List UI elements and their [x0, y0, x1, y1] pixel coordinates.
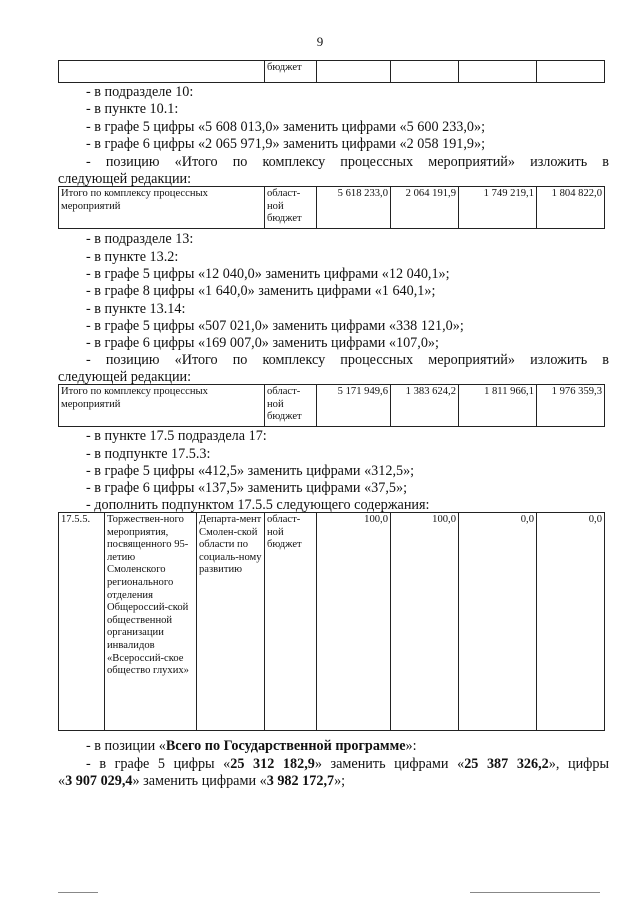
item-budget: област-ной бюджет: [265, 513, 317, 731]
text-line: - в графе 8 цифры «1 640,0» заменить цифрами «1 640,1»;: [86, 283, 436, 299]
page-number: 9: [316, 34, 324, 49]
table-total-1-v4: 1 804 822,0: [537, 187, 605, 229]
text-line: - в пункте 13.2:: [86, 249, 179, 265]
table-total-1-name: Итого по комплексу процессных мероприятий: [59, 187, 265, 229]
text-line: - в графе 5 цифры «412,5» заменить цифрами «312,5»;: [86, 463, 415, 479]
table-total-1: [58, 186, 605, 229]
footer-rule-right: [470, 892, 600, 893]
item-v1: 100,0: [317, 513, 391, 731]
table-total-1-budget: област-ной бюджет: [265, 187, 317, 229]
item-name: Торжествен-ного мероприятия, посвященного 95-летию Смоленского регионального отделения Общероссий-ской общественной организации инвалидов «Всероссий-ское общество глухих»: [105, 513, 197, 731]
text-line: - позицию «Итого по комплексу процессных мероприятий» изложить в: [86, 352, 609, 368]
table-total-2: [58, 384, 605, 427]
table-total-2-v1: 5 171 949,6: [317, 385, 391, 427]
text-line: - в подпункте 17.5.3:: [86, 446, 211, 462]
table-total-1-v3: 1 749 219,1: [459, 187, 537, 229]
item-v3: 0,0: [459, 513, 537, 731]
text-line: - в графе 5 цифры «507 021,0» заменить цифрами «338 121,0»;: [86, 318, 464, 334]
text-line: - в подразделе 13:: [86, 231, 194, 247]
item-v4: 0,0: [537, 513, 605, 731]
text-line: следующей редакции:: [58, 369, 192, 385]
top-table-name-cell: [59, 61, 265, 83]
item-number: 17.5.5.: [59, 513, 105, 731]
item-executor: Департа-мент Смолен-ской области по социаль-ному развитию: [197, 513, 265, 731]
text-line: - в пункте 13.14:: [86, 301, 186, 317]
text-line: - в подразделе 10:: [86, 84, 194, 100]
text-line: - в графе 5 цифры «5 608 013,0» заменить цифрами «5 600 233,0»;: [86, 119, 486, 135]
item-v2: 100,0: [391, 513, 459, 731]
text-line: - позицию «Итого по комплексу процессных мероприятий» изложить в: [86, 154, 609, 170]
text-line-total-values-2: «3 907 029,4» заменить цифрами «3 982 172,7»;: [58, 773, 346, 789]
table-total-1-v1: 5 618 233,0: [317, 187, 391, 229]
top-table-fragment: [58, 60, 605, 83]
table-item-17-5-5: [58, 512, 605, 731]
table-total-2-v2: 1 383 624,2: [391, 385, 459, 427]
table-total-1-v2: 2 064 191,9: [391, 187, 459, 229]
text-line: - дополнить подпунктом 17.5.5 следующего содержания:: [86, 497, 430, 513]
footer-rule-left: [58, 892, 98, 893]
table-total-2-v3: 1 811 966,1: [459, 385, 537, 427]
text-line: следующей редакции:: [58, 171, 192, 187]
text-line-total-values: - в графе 5 цифры «25 312 182,9» заменить цифрами «25 387 326,2», цифры: [86, 756, 610, 772]
table-total-2-budget: област-ной бюджет: [265, 385, 317, 427]
table-total-2-name: Итого по комплексу процессных мероприятий: [59, 385, 265, 427]
text-line: - в пункте 17.5 подраздела 17:: [86, 428, 267, 444]
table-total-2-v4: 1 976 359,3: [537, 385, 605, 427]
text-line: - в пункте 10.1:: [86, 101, 179, 117]
text-line-total-position: - в позиции «Всего по Государственной программе»:: [86, 738, 417, 754]
top-table-budget-cell: бюджет: [265, 61, 317, 83]
text-line: - в графе 5 цифры «12 040,0» заменить цифрами «12 040,1»;: [86, 266, 450, 282]
text-line: - в графе 6 цифры «2 065 971,9» заменить цифрами «2 058 191,9»;: [86, 136, 486, 152]
text-line: - в графе 6 цифры «169 007,0» заменить цифрами «107,0»;: [86, 335, 439, 351]
text-line: - в графе 6 цифры «137,5» заменить цифрами «37,5»;: [86, 480, 408, 496]
